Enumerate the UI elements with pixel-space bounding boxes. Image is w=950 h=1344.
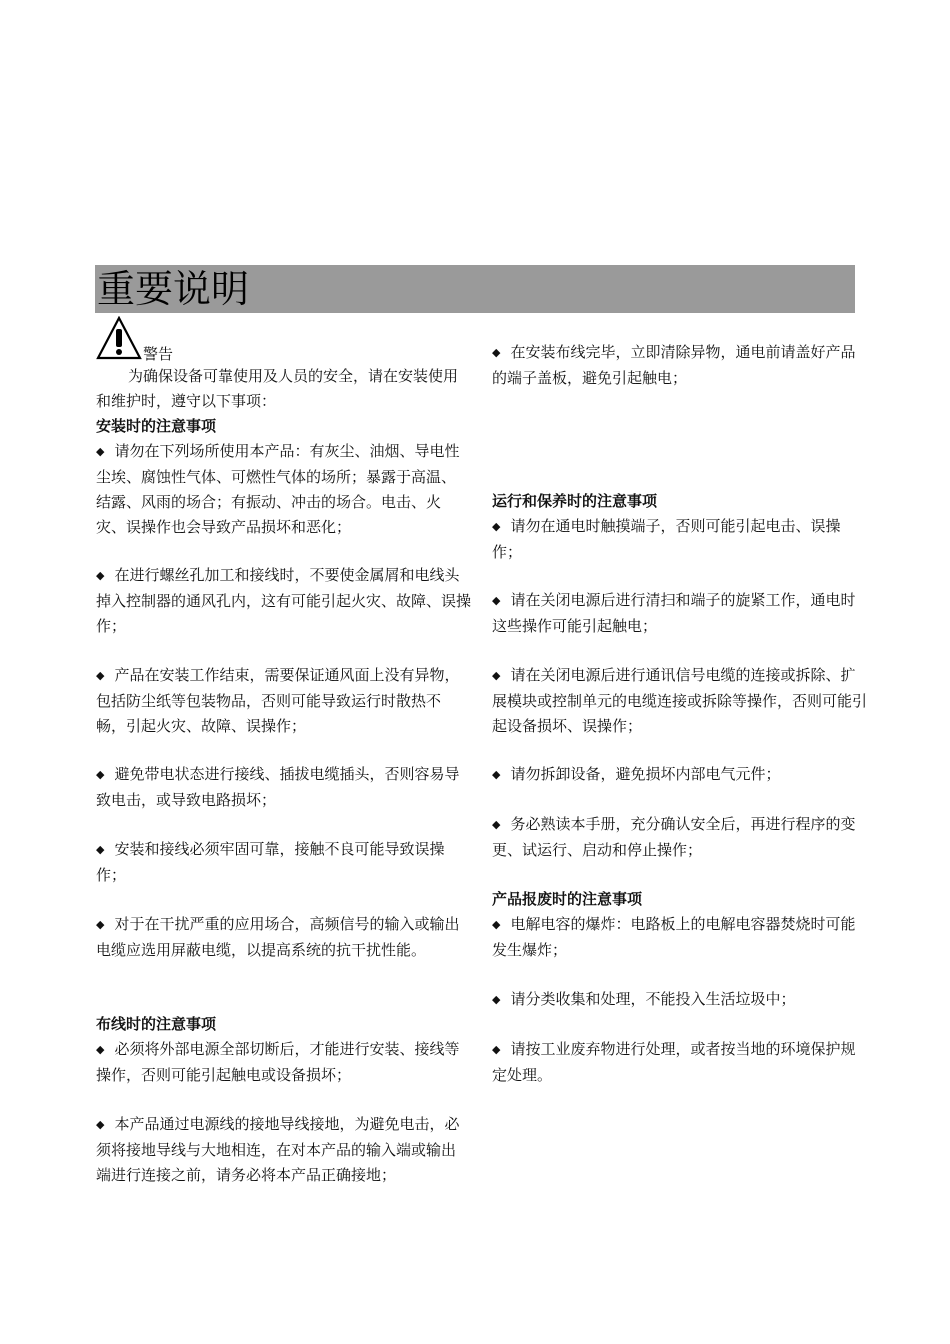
bullet-icon: ◆	[492, 346, 501, 359]
list-item: ◆ 产品在安装工作结束，需要保证通风面上没有异物，包括防尘纸等包装物品，否则可能导致运行时散热不畅，引起火灾、故障、误操作；	[96, 666, 460, 735]
heading-operation-maintenance: 运行和保养时的注意事项	[492, 492, 658, 510]
bullet-icon: ◆	[492, 520, 501, 533]
list-item: ◆ 请勿拆卸设备，避免损坏内部电气元件；	[492, 765, 781, 783]
list-item: ◆ 请勿在通电时触摸端子，否则可能引起电击、误操作；	[492, 517, 841, 561]
bullet-icon: ◆	[492, 1043, 501, 1056]
page-title: 重要说明	[97, 267, 250, 311]
heading-disposal: 产品报废时的注意事项	[492, 890, 643, 908]
list-item: ◆ 请在关闭电源后进行通讯信号电缆的连接或拆除、扩展模块或控制单元的电缆连接或拆除等操作，否则可能引起设备损坏、误操作；	[492, 666, 868, 735]
list-item: ◆ 在进行螺丝孔加工和接线时，不要使金属屑和电线头掉入控制器的通风孔内，这有可能引起火灾、故障、误操作；	[96, 566, 472, 635]
warning-triangle-icon	[96, 316, 142, 360]
heading-installation: 安装时的注意事项	[96, 417, 217, 435]
bullet-icon: ◆	[492, 594, 501, 607]
warning-label: 警告	[143, 345, 174, 363]
section-title-bar	[95, 265, 855, 313]
list-item: ◆ 必须将外部电源全部切断后，才能进行安装、接线等操作，否则可能引起触电或设备损坏；	[96, 1040, 460, 1084]
list-item: ◆ 请分类收集和处理，不能投入生活垃圾中；	[492, 990, 796, 1008]
bullet-icon: ◆	[96, 768, 105, 781]
bullet-icon: ◆	[492, 918, 501, 931]
list-item: ◆ 请勿在下列场所使用本产品：有灰尘、油烟、导电性尘埃、腐蚀性气体、可燃性气体的场所；暴露于高温、结露、风雨的场合；有振动、冲击的场合。电击、火灾、误操作也会导致产品损坏和恶化；	[96, 442, 460, 536]
list-item: ◆ 在安装布线完毕，立即清除异物，通电前请盖好产品的端子盖板，避免引起触电；	[492, 343, 856, 387]
bullet-icon: ◆	[96, 445, 105, 458]
bullet-icon: ◆	[96, 918, 105, 931]
bullet-icon: ◆	[96, 1118, 105, 1131]
list-item: ◆ 安装和接线必须牢固可靠，接触不良可能导致误操作；	[96, 840, 445, 884]
list-item: ◆ 本产品通过电源线的接地导线接地，为避免电击，必须将接地导线与大地相连，在对本产品的输入端或输出端进行连接之前，请务必将本产品正确接地；	[96, 1115, 460, 1184]
list-item: ◆ 请在关闭电源后进行清扫和端子的旋紧工作，通电时这些操作可能引起触电；	[492, 591, 856, 635]
list-item: ◆ 对于在干扰严重的应用场合，高频信号的输入或输出电缆应选用屏蔽电缆，以提高系统的抗干扰性能。	[96, 915, 460, 959]
list-item: ◆ 请按工业废弃物进行处理，或者按当地的环境保护规定处理。	[492, 1040, 856, 1084]
intro-paragraph: 为确保设备可靠使用及人员的安全，请在安装使用和维护时，遵守以下事项：	[96, 367, 459, 410]
bullet-icon: ◆	[96, 1043, 105, 1056]
list-item: ◆ 电解电容的爆炸：电路板上的电解电容器焚烧时可能发生爆炸；	[492, 915, 856, 959]
heading-wiring: 布线时的注意事项	[96, 1015, 217, 1033]
list-item: ◆ 务必熟读本手册，充分确认安全后，再进行程序的变更、试运行、启动和停止操作；	[492, 815, 856, 859]
bullet-icon: ◆	[492, 669, 501, 682]
bullet-icon: ◆	[492, 768, 501, 781]
bullet-icon: ◆	[96, 843, 105, 856]
list-item: ◆ 避免带电状态进行接线、插拔电缆插头，否则容易导致电击，或导致电路损坏；	[96, 765, 460, 809]
bullet-icon: ◆	[96, 669, 105, 682]
bullet-icon: ◆	[492, 818, 501, 831]
bullet-icon: ◆	[492, 993, 501, 1006]
bullet-icon: ◆	[96, 569, 105, 582]
